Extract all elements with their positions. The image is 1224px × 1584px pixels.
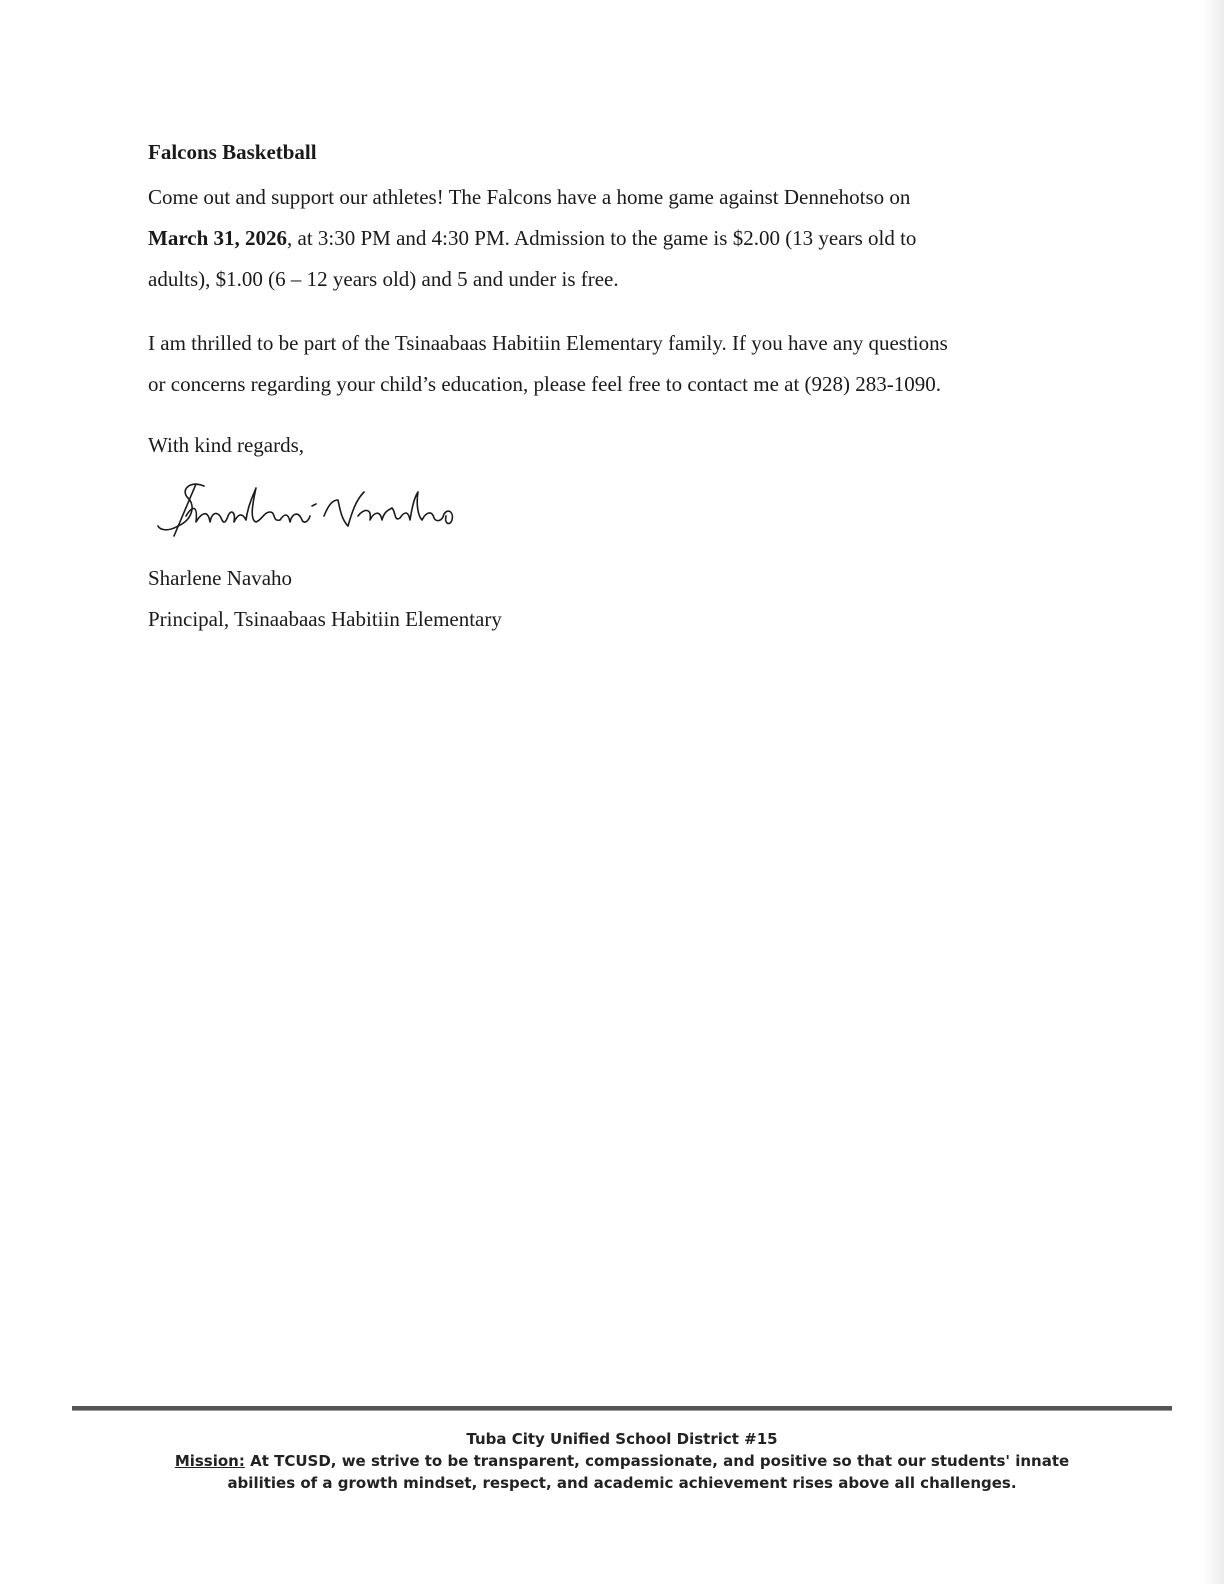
signature-stroke-avaho [358, 492, 452, 523]
event-date: March 31, 2026 [148, 226, 288, 250]
footer-mission-label: Mission: [174, 1452, 245, 1470]
footer-district: Tuba City Unified School District #15 [466, 1430, 778, 1448]
event-times: , at 3:30 PM and 4:30 PM. Admission to the game is $2.00 (13 years old to [287, 226, 917, 250]
signature-stroke-n [324, 492, 364, 526]
footer [72, 1428, 1172, 1494]
signature-lettering: Sharlene Navaho [152, 476, 159, 477]
event-line-1: Come out and support our athletes! The Falcons have a home game against Dennehotso on [148, 185, 911, 209]
footer-mission-line-1 [72, 1450, 1172, 1472]
page-edge-shadow [1202, 0, 1224, 1584]
footer-mission-line-2: abilities of a growth mindset, respect, and academic achievement rises above all challenges. [227, 1474, 1017, 1492]
signature-stroke-s [158, 484, 204, 530]
signature-stroke-harleni [186, 488, 310, 522]
footer-mission-text-1: At TCUSD, we strive to be transparent, compassionate, and positive so that our students' innate [244, 1452, 1070, 1470]
contact-line-2: or concerns regarding your child’s education, please feel free to contact me at (928) 283-1090. [148, 372, 942, 396]
event-paragraph [148, 177, 916, 300]
signer-title: Principal, Tsinaabaas Habitiin Elementary [148, 607, 502, 631]
signer-name: Sharlene Navaho [148, 566, 293, 590]
event-line-3: adults), $1.00 (6 – 12 years old) and 5 and under is free. [148, 267, 619, 291]
contact-paragraph [148, 323, 948, 405]
footer-divider [72, 1406, 1172, 1411]
section-heading: Falcons Basketball [148, 140, 317, 164]
handwritten-signature [152, 476, 492, 556]
closing-salutation: With kind regards, [148, 433, 305, 457]
contact-line-1: I am thrilled to be part of the Tsinaabaas Habitiin Elementary family. If you have any questions [148, 331, 948, 355]
event-line-2 [148, 218, 916, 259]
signature-stroke-dot [312, 504, 316, 506]
